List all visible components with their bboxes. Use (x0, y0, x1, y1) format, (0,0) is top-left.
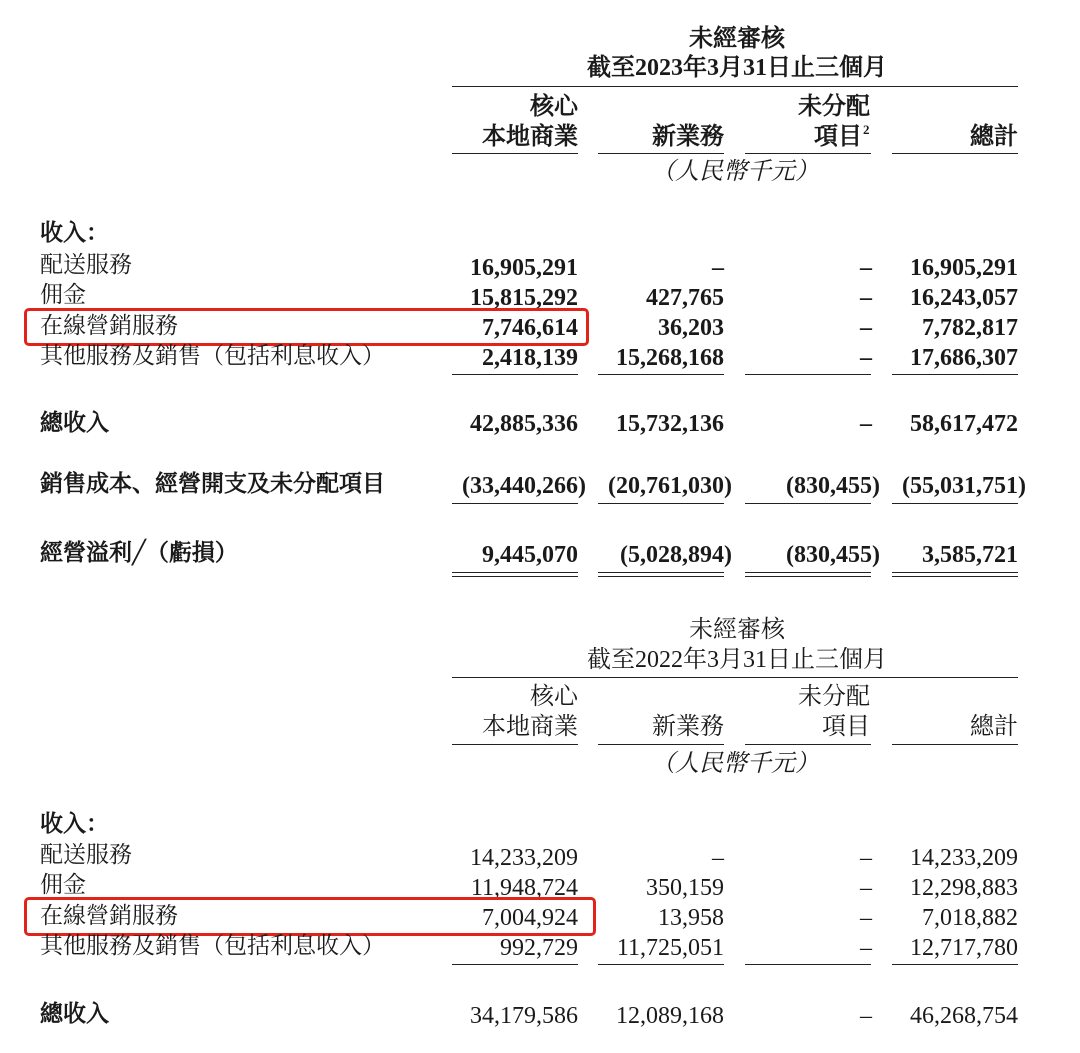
cell-new: (20,761,030) (608, 473, 732, 499)
unit-label: （人民幣千元） (651, 159, 819, 185)
cell-new: (5,028,894) (620, 542, 732, 568)
total-revenue-label: 總收入 (40, 1001, 109, 1026)
header-underline-unalloc (745, 153, 871, 154)
header-unalloc-line1: 未分配 (798, 684, 870, 710)
cell-new: 36,203 (658, 315, 724, 341)
revenue-heading: 收入： (40, 220, 109, 245)
cell-core: (33,440,266) (462, 473, 586, 499)
subtotal-line (598, 374, 724, 375)
cell-new: – (712, 255, 724, 281)
header-unalloc-line2: 項目 (822, 714, 870, 740)
subtotal-line (598, 964, 724, 965)
header-core-line2: 本地商業 (482, 714, 578, 740)
cell-unalloc: – (860, 315, 872, 341)
cell-total: (55,031,751) (902, 473, 1026, 499)
unit-label: （人民幣千元） (651, 751, 819, 777)
cell-unalloc: – (860, 875, 872, 901)
cell-new: 11,725,051 (616, 935, 724, 961)
subtotal-line (745, 964, 871, 965)
row-label: 其他服務及銷售（包括利息收入） (40, 933, 385, 958)
period-underline (452, 86, 1018, 87)
row-label: 佣金 (40, 282, 86, 307)
cell-core: 42,885,336 (470, 411, 578, 437)
subtotal-line (452, 503, 578, 504)
cell-core: 16,905,291 (470, 255, 578, 281)
operating-profit-label: 經營溢利╱（虧損） (40, 540, 238, 565)
highlight-box-online-marketing-2022 (24, 897, 596, 936)
subtotal-line (892, 374, 1018, 375)
row-label: 在線營銷服務 (40, 903, 178, 928)
cell-new: 15,732,136 (616, 411, 724, 437)
subtotal-line (892, 503, 1018, 504)
header-underline-core (452, 153, 578, 154)
row-label: 在線營銷服務 (40, 313, 178, 338)
subtotal-line (452, 374, 578, 375)
cell-unalloc: – (860, 845, 872, 871)
header-unalloc-line2: 項目 (814, 124, 862, 150)
cell-total: 12,717,780 (910, 935, 1018, 961)
cell-total: 7,782,817 (922, 315, 1018, 341)
cell-unalloc: – (860, 1003, 872, 1029)
cell-core: 7,746,614 (482, 315, 578, 341)
total-revenue-label: 總收入 (40, 410, 109, 435)
row-label: 佣金 (40, 872, 86, 897)
header-new: 新業務 (652, 124, 724, 150)
subtotal-line (892, 964, 1018, 965)
header-new: 新業務 (652, 714, 724, 740)
subtotal-line (745, 503, 871, 504)
cell-unalloc: – (860, 935, 872, 961)
cell-total: 16,243,057 (910, 285, 1018, 311)
section-2023-period: 截至2023年3月31日止三個月 (587, 55, 887, 81)
cell-core: 7,004,924 (482, 905, 578, 931)
cell-new: 350,159 (646, 875, 724, 901)
cell-total: 16,905,291 (910, 255, 1018, 281)
header-underline-new (598, 744, 724, 745)
cell-core: 14,233,209 (470, 845, 578, 871)
cell-unalloc: (830,455) (786, 473, 880, 499)
cell-unalloc: – (860, 345, 872, 371)
highlight-box-online-marketing-2023 (24, 308, 589, 346)
cell-new: 12,089,168 (616, 1003, 724, 1029)
cell-total: 58,617,472 (910, 411, 1018, 437)
section-2023-title: 未經審核 (689, 26, 785, 52)
row-label: 配送服務 (40, 252, 132, 277)
cell-new: 13,958 (658, 905, 724, 931)
double-underline (598, 572, 724, 577)
row-label: 其他服務及銷售（包括利息收入） (40, 343, 385, 368)
cell-new: 15,268,168 (616, 345, 724, 371)
row-label: 配送服務 (40, 842, 132, 867)
cell-new: – (712, 845, 724, 871)
subtotal-line (598, 503, 724, 504)
header-unalloc-footnote: 2 (863, 122, 870, 137)
costs-label: 銷售成本、經營開支及未分配項目 (40, 471, 385, 496)
header-total: 總計 (970, 124, 1018, 150)
cell-unalloc: – (860, 905, 872, 931)
cell-core: 34,179,586 (470, 1003, 578, 1029)
cell-total: 7,018,882 (922, 905, 1018, 931)
revenue-heading: 收入： (40, 811, 109, 836)
cell-total: 17,686,307 (910, 345, 1018, 371)
header-core-line1: 核心 (530, 94, 578, 120)
cell-unalloc: (830,455) (786, 542, 880, 568)
period-underline (452, 677, 1018, 678)
header-underline-unalloc (745, 744, 871, 745)
header-underline-core (452, 744, 578, 745)
section-2022-period: 截至2022年3月31日止三個月 (587, 647, 887, 673)
header-core-line2: 本地商業 (482, 124, 578, 150)
cell-new: 427,765 (646, 285, 724, 311)
cell-core: 15,815,292 (470, 285, 578, 311)
cell-unalloc: – (860, 285, 872, 311)
cell-unalloc: – (860, 255, 872, 281)
header-underline-total (892, 153, 1018, 154)
double-underline (745, 572, 871, 577)
cell-core: 2,418,139 (482, 345, 578, 371)
header-unalloc-line1: 未分配 (798, 94, 870, 120)
section-2022-title: 未經審核 (689, 617, 785, 643)
double-underline (452, 572, 578, 577)
cell-total: 12,298,883 (910, 875, 1018, 901)
subtotal-line (452, 964, 578, 965)
header-underline-total (892, 744, 1018, 745)
header-core-line1: 核心 (530, 684, 578, 710)
header-total: 總計 (970, 714, 1018, 740)
cell-total: 3,585,721 (922, 542, 1018, 568)
cell-core: 992,729 (500, 935, 578, 961)
cell-unalloc: – (860, 411, 872, 437)
double-underline (892, 572, 1018, 577)
cell-total: 46,268,754 (910, 1003, 1018, 1029)
cell-total: 14,233,209 (910, 845, 1018, 871)
header-underline-new (598, 153, 724, 154)
cell-core: 9,445,070 (482, 542, 578, 568)
cell-core: 11,948,724 (470, 875, 578, 901)
subtotal-line (745, 374, 871, 375)
